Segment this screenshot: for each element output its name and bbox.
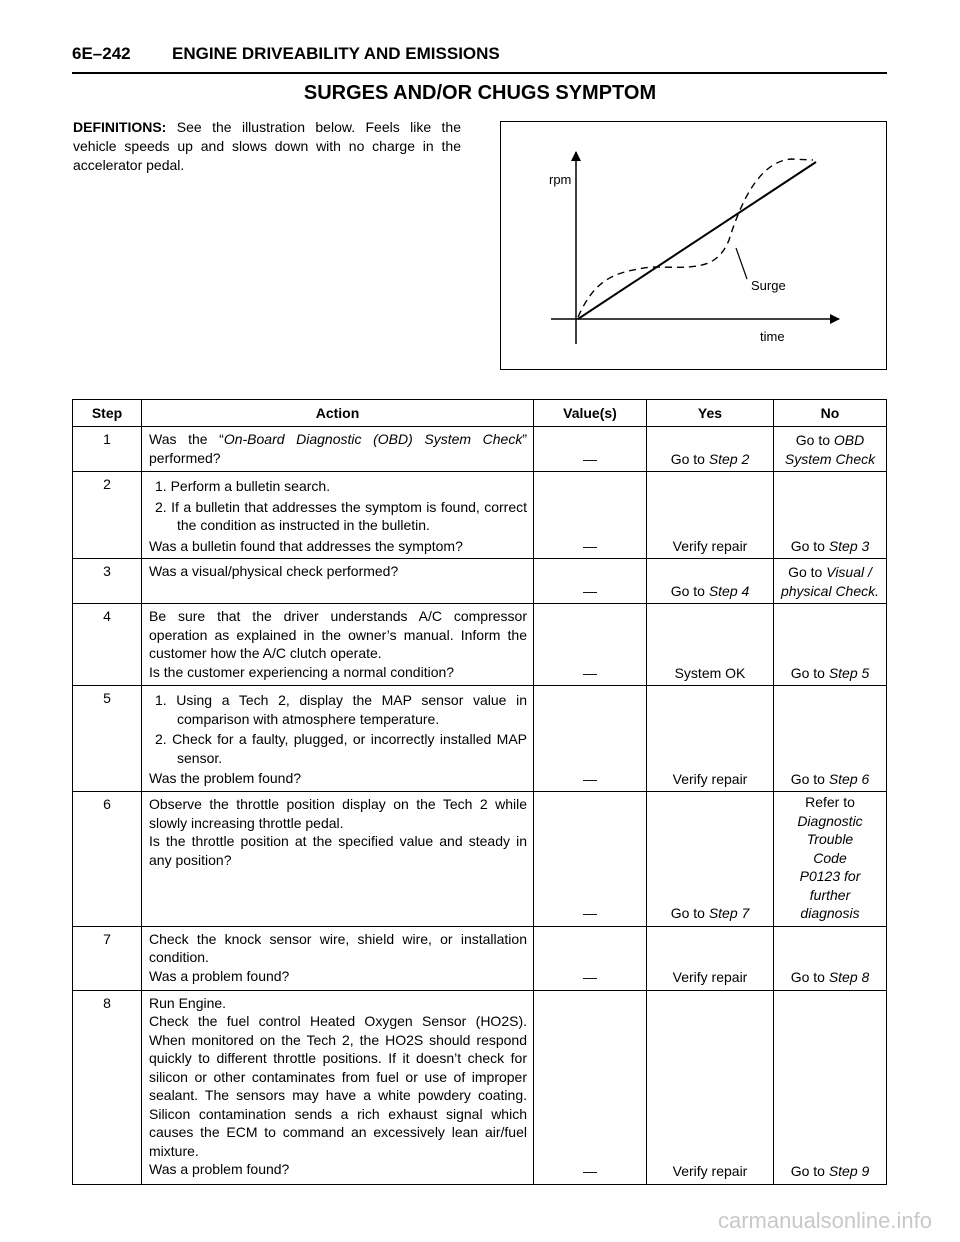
value-cell: — xyxy=(534,472,647,559)
no-cell: Go to Step 6 xyxy=(774,686,887,792)
action-cell: Was a visual/physical check performed? xyxy=(142,559,534,604)
y-axis-label: rpm xyxy=(549,172,572,187)
surge-graph xyxy=(501,122,886,369)
value-cell: — xyxy=(534,792,647,927)
diagnostic-table xyxy=(72,399,887,1185)
yes-cell: Verify repair xyxy=(647,926,774,990)
step-number: 2 xyxy=(73,472,142,559)
action-cell: Run Engine. Check the fuel control Heated Oxygen Sensor (HO2S). When monitored on the Tech 2, the HO2S should respond quickly to different throttle positions. If it doesn’t check for silicon or other contaminates from fuel or use of improper sealant. The sensors may have a white powdery coating. Silicon contamination sends a rich exhaust signal which causes the ECM to command an excessively lean air/fuel mixture. Was a problem found? xyxy=(142,990,534,1184)
step-number: 1 xyxy=(73,427,142,472)
table-row xyxy=(73,472,887,559)
action-cell: Was the “On-Board Diagnostic (OBD) System Check” performed? xyxy=(142,427,534,472)
yes-cell: System OK xyxy=(647,604,774,686)
definitions-text: See the illustration below. Feels like the vehicle speeds up and slows down with no charge in the accelerator pedal. xyxy=(73,119,462,173)
surge-curve xyxy=(578,159,813,317)
col-no: No xyxy=(774,400,887,427)
x-axis-label: time xyxy=(760,329,785,344)
value-cell: — xyxy=(534,990,647,1184)
table-row xyxy=(73,990,887,1184)
definitions-paragraph xyxy=(73,118,461,175)
table-row xyxy=(73,604,887,686)
step-number: 6 xyxy=(73,792,142,927)
value-cell: — xyxy=(534,686,647,792)
page-title: SURGES AND/OR CHUGS SYMPTOM xyxy=(303,82,657,104)
action-cell: Check the knock sensor wire, shield wire, or installation condition. Was a problem found? xyxy=(142,926,534,990)
steady-rpm-line xyxy=(578,162,816,319)
watermark: carmanualsonline.info xyxy=(717,1208,932,1233)
surge-leader-line xyxy=(736,248,747,279)
no-cell: Go to OBD System Check xyxy=(774,427,887,472)
page-number: 6E–242 xyxy=(72,44,131,63)
step-number: 3 xyxy=(73,559,142,604)
yes-cell: Verify repair xyxy=(647,686,774,792)
col-action: Action xyxy=(142,400,534,427)
yes-cell: Verify repair xyxy=(647,990,774,1184)
table-row xyxy=(73,686,887,792)
action-cell: Observe the throttle position display on the Tech 2 while slowly increasing throttle pedal. Is the throttle position at the specified value and steady in any position? xyxy=(142,792,534,927)
action-cell: Be sure that the driver understands A/C compressor operation as explained in the owner’s manual. Inform the customer how the A/C clutch operate. Is the customer experiencing a normal condition? xyxy=(142,604,534,686)
yes-cell: Verify repair xyxy=(647,472,774,559)
yes-cell: Go to Step 2 xyxy=(647,427,774,472)
no-cell: Go to Step 8 xyxy=(774,926,887,990)
step-number: 5 xyxy=(73,686,142,792)
table-header-row xyxy=(73,400,887,427)
step-number: 4 xyxy=(73,604,142,686)
col-yes: Yes xyxy=(647,400,774,427)
action-cell: 1. Perform a bulletin search. 2. If a bulletin that addresses the symptom is found, correct the condition as instructed in the bulletin. Was a bulletin found that addresses the symptom? xyxy=(142,472,534,559)
value-cell: — xyxy=(534,604,647,686)
table-row xyxy=(73,427,887,472)
no-cell: Refer to Diagnostic Trouble Code P0123 for further diagnosis xyxy=(774,792,887,927)
action-cell: 1. Using a Tech 2, display the MAP sensor value in comparison with atmosphere temperature. 2. Check for a faulty, plugged, or incorrectly installed MAP sensor. Was the problem found? xyxy=(142,686,534,792)
no-cell: Go to Visual / physical Check. xyxy=(774,559,887,604)
yes-cell: Go to Step 7 xyxy=(647,792,774,927)
surge-illustration xyxy=(500,121,887,370)
table-row xyxy=(73,792,887,927)
step-number: 8 xyxy=(73,990,142,1184)
definitions-label: DEFINITIONS: xyxy=(73,119,167,135)
surge-label: Surge xyxy=(751,278,786,293)
step-number: 7 xyxy=(73,926,142,990)
page-header xyxy=(72,44,887,74)
value-cell: — xyxy=(534,926,647,990)
no-cell: Go to Step 3 xyxy=(774,472,887,559)
no-cell: Go to Step 9 xyxy=(774,990,887,1184)
section-title: ENGINE DRIVEABILITY AND EMISSIONS xyxy=(172,44,500,63)
yes-cell: Go to Step 4 xyxy=(647,559,774,604)
value-cell: — xyxy=(534,559,647,604)
table-row xyxy=(73,926,887,990)
col-step: Step xyxy=(73,400,142,427)
no-cell: Go to Step 5 xyxy=(774,604,887,686)
col-values: Value(s) xyxy=(534,400,647,427)
value-cell: — xyxy=(534,427,647,472)
table-row xyxy=(73,559,887,604)
